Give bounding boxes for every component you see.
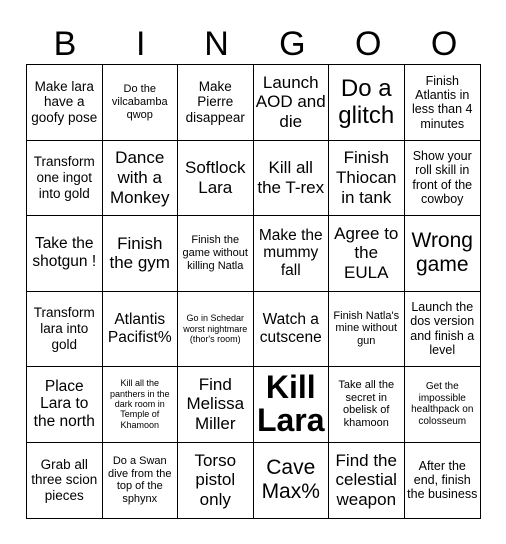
- bingo-cell[interactable]: Get the impossible healthpack on colosseum: [405, 367, 481, 443]
- bingo-cell[interactable]: Watch a cutscene: [254, 292, 330, 368]
- bingo-cell[interactable]: Find Melissa Miller: [178, 367, 254, 443]
- bingo-cell[interactable]: Finish Atlantis in less than 4 minutes: [405, 65, 481, 141]
- bingo-cell[interactable]: Make lara have a goofy pose: [27, 65, 103, 141]
- bingo-cell[interactable]: Kill Lara: [254, 367, 330, 443]
- bingo-cell[interactable]: Kill all the panthers in the dark room in Temple of Khamoon: [103, 367, 179, 443]
- bingo-cell[interactable]: Transform one ingot into gold: [27, 141, 103, 217]
- bingo-cell[interactable]: Show your roll skill in front of the cowboy: [405, 141, 481, 217]
- bingo-cell[interactable]: Grab all three scion pieces: [27, 443, 103, 519]
- bingo-cell[interactable]: Go in Schedar worst nightmare (thor's room): [178, 292, 254, 368]
- bingo-cell[interactable]: Place Lara to the north: [27, 367, 103, 443]
- bingo-cell[interactable]: Dance with a Monkey: [103, 141, 179, 217]
- bingo-cell[interactable]: Take the shotgun !: [27, 216, 103, 292]
- header-letter-n: N: [204, 25, 229, 63]
- bingo-cell[interactable]: Finish Natla's mine without gun: [329, 292, 405, 368]
- bingo-cell[interactable]: Launch the dos version and finish a level: [405, 292, 481, 368]
- bingo-cell[interactable]: Agree to the EULA: [329, 216, 405, 292]
- header-letter-o: O: [355, 25, 382, 63]
- header-letter-i: I: [136, 25, 146, 63]
- header-letter-o-2: O: [430, 25, 458, 63]
- bingo-cell[interactable]: Transform lara into gold: [27, 292, 103, 368]
- header-letter-g: G: [279, 25, 306, 63]
- bingo-cell[interactable]: Finish the gym: [103, 216, 179, 292]
- bingo-cell[interactable]: Cave Max%: [254, 443, 330, 519]
- bingo-cell[interactable]: Make Pierre disappear: [178, 65, 254, 141]
- bingo-cell[interactable]: Softlock Lara: [178, 141, 254, 217]
- bingo-cell[interactable]: Do a Swan dive from the top of the sphynx: [103, 443, 179, 519]
- bingo-header: [27, 24, 482, 64]
- bingo-cell[interactable]: Do a glitch: [329, 65, 405, 141]
- bingo-cell[interactable]: Do the vilcabamba qwop: [103, 65, 179, 141]
- bingo-cell[interactable]: After the end, finish the business: [407, 458, 478, 502]
- bingo-cell[interactable]: Make the mummy fall: [254, 216, 330, 292]
- bingo-cell[interactable]: Kill all the T-rex: [254, 141, 330, 217]
- bingo-cell[interactable]: Atlantis Pacifist%: [103, 292, 179, 368]
- bingo-cell[interactable]: Finish Thiocan in tank: [329, 141, 405, 217]
- bingo-cell[interactable]: Torso pistol only: [178, 443, 254, 519]
- bingo-cell[interactable]: Wrong game: [405, 216, 481, 292]
- bingo-cell[interactable]: Take all the secret in obelisk of khamoon: [329, 367, 405, 443]
- header-letter-b: B: [53, 25, 77, 63]
- bingo-cell[interactable]: Finish the game without killing Natla: [178, 216, 254, 292]
- bingo-cell[interactable]: Find the celestial weapon: [329, 443, 405, 519]
- bingo-grid: [26, 64, 481, 519]
- bingo-cell[interactable]: Launch AOD and die: [254, 65, 330, 141]
